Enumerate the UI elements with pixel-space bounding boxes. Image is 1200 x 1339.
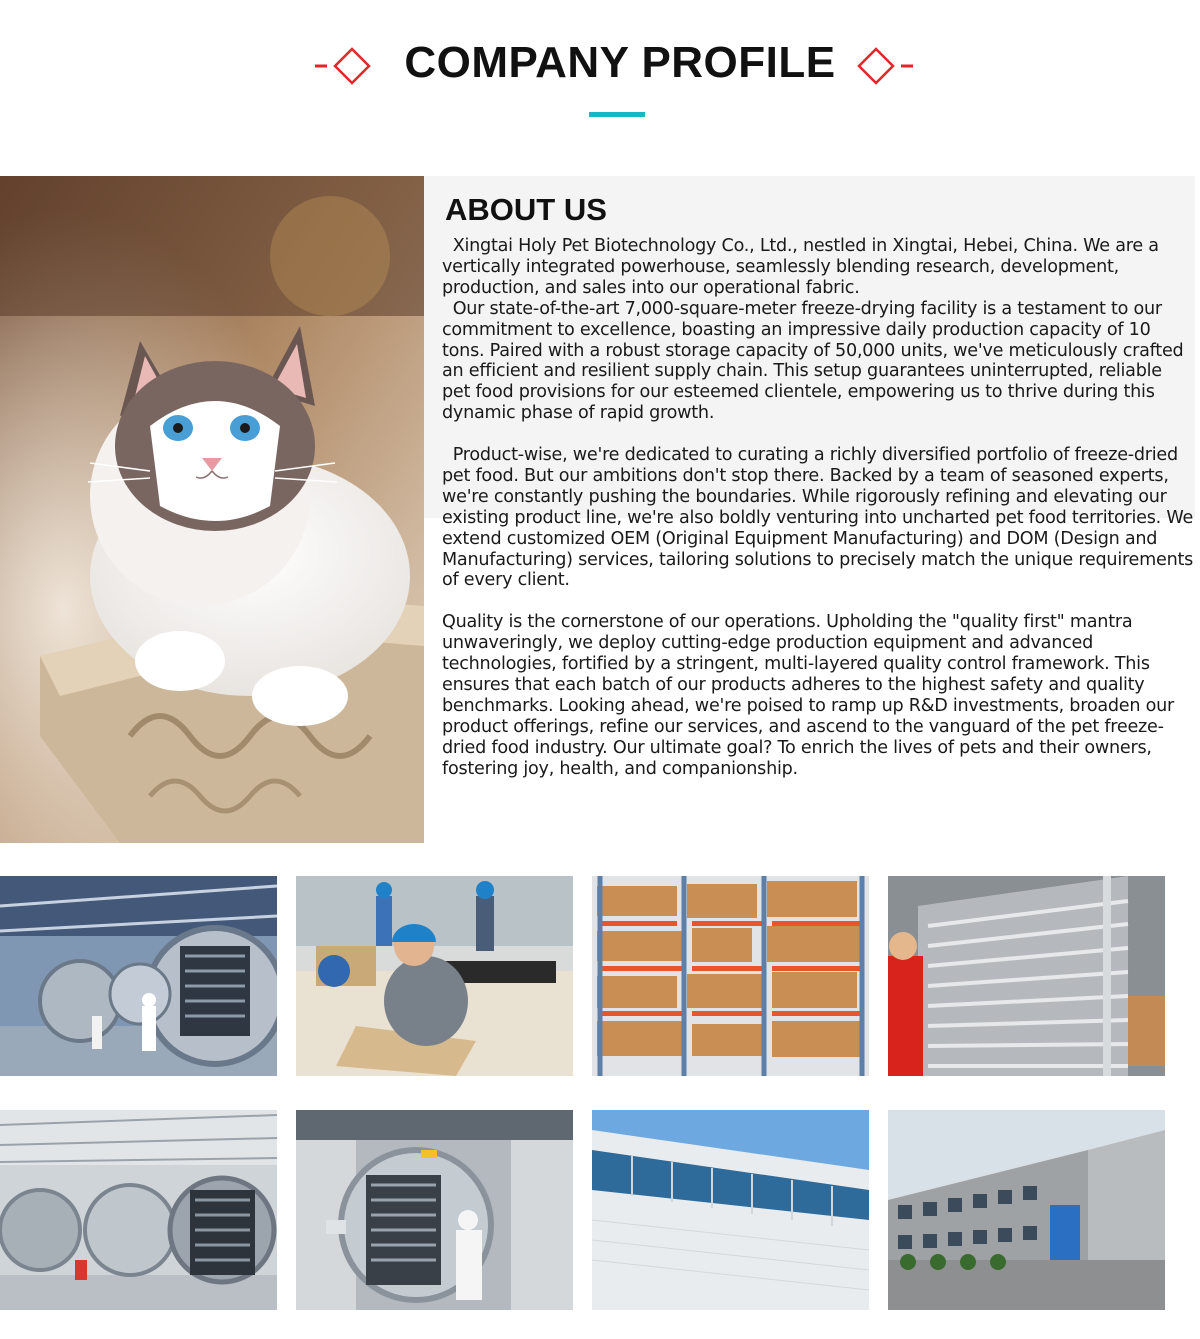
about-body <box>442 236 1199 780</box>
about-heading: ABOUT US <box>445 192 607 227</box>
photo-packing-workers <box>296 876 573 1076</box>
photo-freeze-dryer-row <box>0 1110 277 1310</box>
title-underline <box>589 112 645 117</box>
diamond-right-decoration-icon <box>857 46 917 86</box>
photo-factory-exterior-glass <box>592 1110 869 1310</box>
page-title: COMPANY PROFILE <box>404 38 836 87</box>
cat-hero-image <box>0 176 424 843</box>
photo-freeze-dryer-hall <box>0 876 277 1076</box>
photo-drying-trays <box>888 876 1165 1076</box>
photo-freeze-dryer-operator <box>296 1110 573 1310</box>
section-header <box>0 0 1200 150</box>
about-paragraph: Xingtai Holy Pet Biotechnology Co., Ltd., nestled in Xingtai, Hebei, China. We are a vertically integrated powerhouse, seamlessly blending research, development, production, and sales into our operational fabric. Our state-of-the-art 7,000-square-meter freeze-drying facility is a testament to our commitment to excellence, boasting an impressive daily production capacity of 10 tons. Paired with a robust storage capacity of 50,000 units, we've meticulously crafted an efficient and resilient supply chain. This setup guarantees uninterrupted, reliable pet food provisions for our esteemed clientele, empowering us to thrive during this dynamic phase of rapid growth. <box>442 236 1184 424</box>
about-paragraph: Product-wise, we're dedicated to curating a richly diversified portfolio of freeze-dried pet food. But our ambitions don't stop there. Backed by a team of seasoned experts, we're constantly pushing the boundaries. While rigorously refining and elevating our existing product line, we're also boldly venturing into uncharted pet food territories. We extend customized OEM (Original Equipment Manufacturing) and DOM (Design and Manufacturing) services, tailoring solutions to precisely match the unique requirements of every client. <box>442 445 1199 591</box>
photo-warehouse-shelves <box>592 876 869 1076</box>
photo-factory-building <box>888 1110 1165 1310</box>
about-paragraph: Quality is the cornerstone of our operations. Upholding the "quality first" mantra unwaveringly, we deploy cutting-edge production equipment and advanced technologies, fortified by a stringent, multi-layered quality control framework. This ensures that each batch of our products adheres to the highest safety and quality benchmarks. Looking ahead, we're poised to ramp up R&D investments, broaden our product offerings, refine our services, and ascend to the vanguard of the pet freeze-dried food industry. Our ultimate goal? To enrich the lives of pets and their owners, fostering joy, health, and companionship. <box>442 612 1180 779</box>
